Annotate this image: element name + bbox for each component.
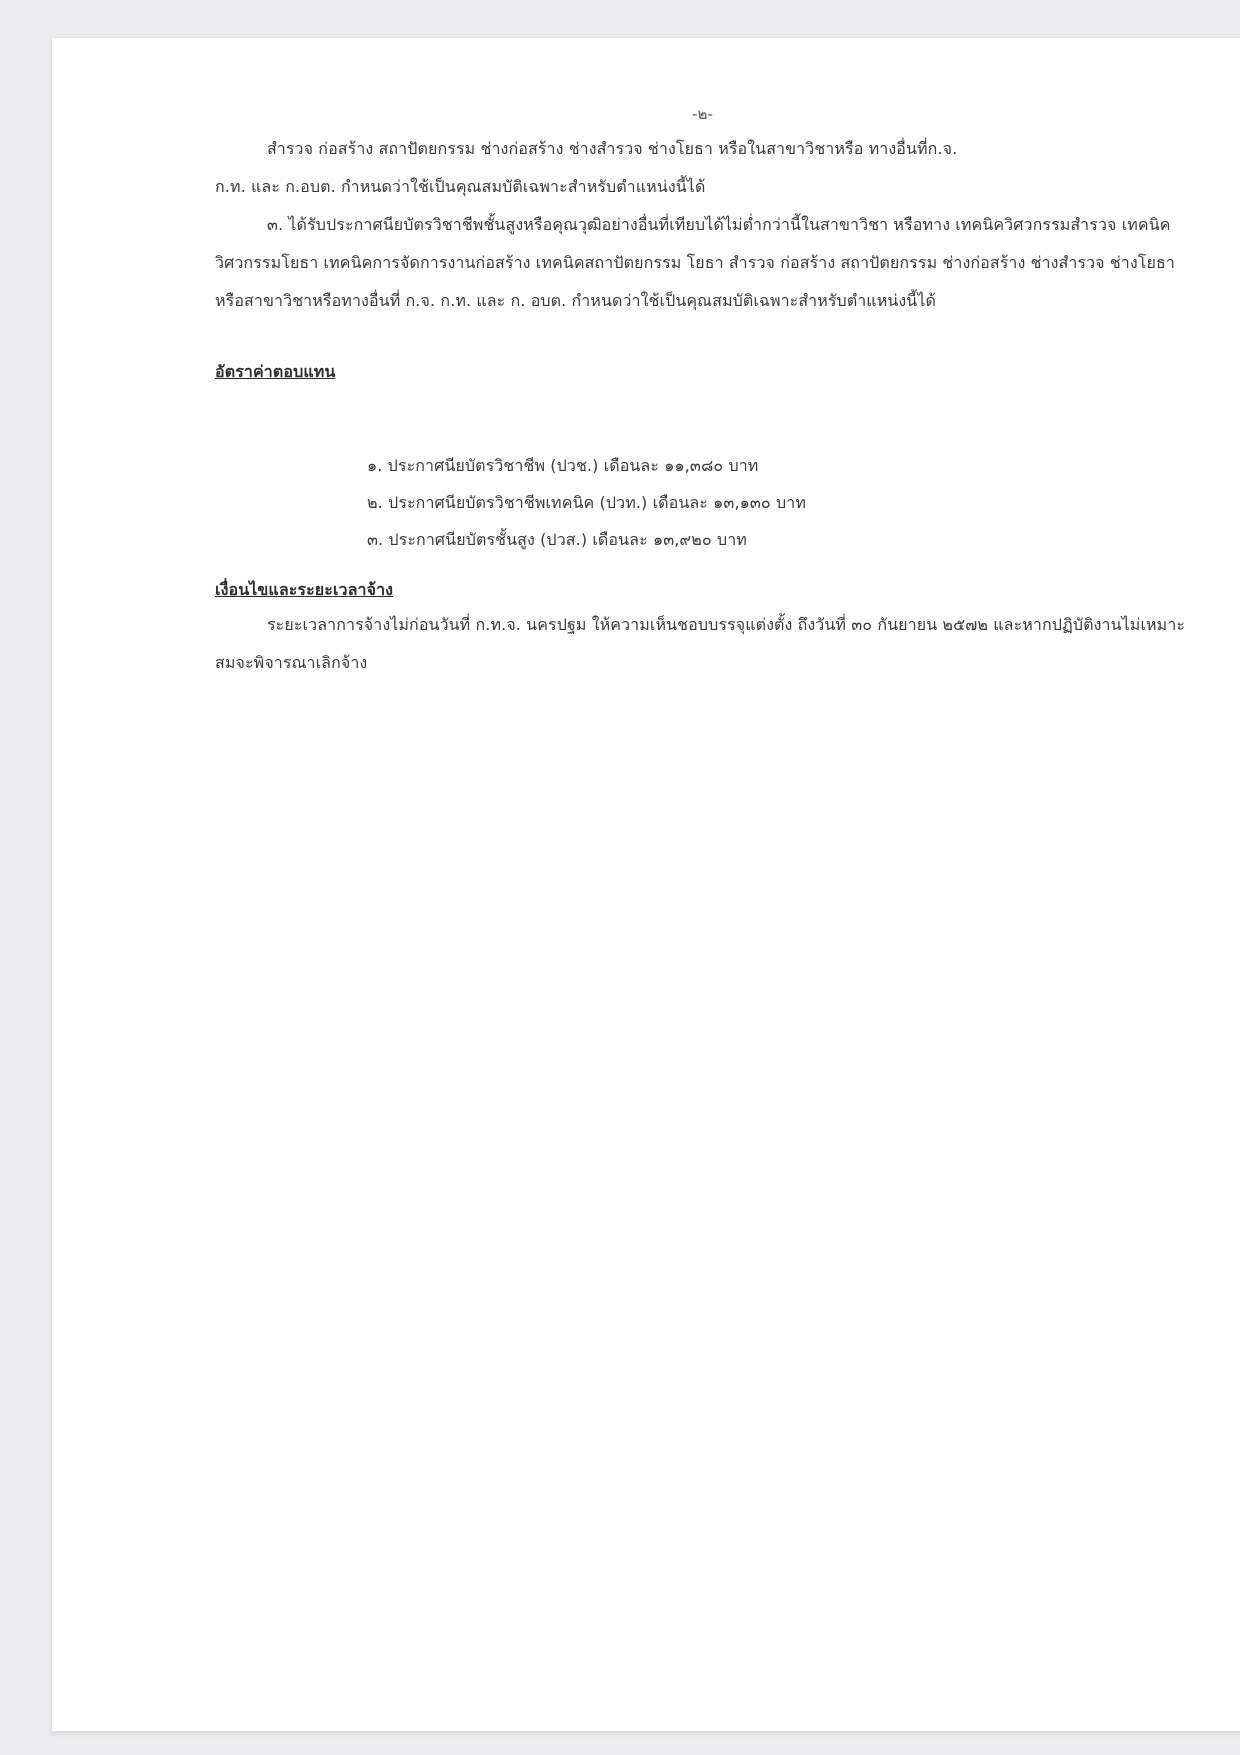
qualification-paragraph-3: ๓. ได้รับประกาศนียบัตรวิชาชีพชั้นสูงหรือคุณวุฒิอย่างอื่นที่เทียบได้ไม่ต่ำกว่านี้ในสาขาวิชา หรือทาง เทคนิควิศวกรรมสำรวจ เทคนิควิศวกรรมโยธา เทคนิคการจัดการงานก่อสร้าง เทคนิคสถาปัตยกรรม โยธา สำรวจ ก่อสร้าง สถาปัตยกรรม ช่างก่อสร้าง ช่างสำรวจ ช่างโยธา หรือสาขาวิชาหรือทางอื่นที่ ก.จ. ก.ท. และ ก. อบต. กำหนดว่าใช้เป็นคุณสมบัติเฉพาะสำหรับตำแหน่งนี้ได้ [215, 215, 1175, 310]
rate-item-3: ๓. ประกาศนียบัตรชั้นสูง (ปวส.) เดือนละ ๑๓,๙๒๐ บาท [367, 530, 747, 549]
conditions-heading: เงื่อนไขและระยะเวลาจ้าง [215, 580, 394, 599]
paragraph-1-line-1: สำรวจ ก่อสร้าง สถาปัตยกรรม ช่างก่อสร้าง ช่างสำรวจ ช่างโยธา หรือในสาขาวิชาหรือ ทางอื่นที่ก.จ. [267, 139, 958, 158]
page-number: -๒- [692, 105, 714, 123]
compensation-heading: อัตราค่าตอบแทน [215, 362, 336, 381]
page-bottom-shadow [52, 1731, 1240, 1737]
paragraph-1-line-2: ก.ท. และ ก.อบต. กำหนดว่าใช้เป็นคุณสมบัติเฉพาะสำหรับตำแหน่งนี้ได้ [215, 177, 706, 196]
conditions-text: ระยะเวลาการจ้างไม่ก่อนวันที่ ก.ท.จ. นครปฐม ให้ความเห็นชอบบรรจุแต่งตั้ง ถึงวันที่ ๓๐ กันยายน ๒๕๗๒ และหากปฏิบัติงานไม่เหมาะสมจะพิจารณาเลิกจ้าง [215, 615, 1186, 672]
rate-item-2: ๒. ประกาศนียบัตรวิชาชีพเทคนิค (ปวท.) เดือนละ ๑๓,๑๓๐ บาท [367, 493, 806, 512]
document-page [52, 38, 1240, 1734]
rate-item-1: ๑. ประกาศนียบัตรวิชาชีพ (ปวช.) เดือนละ ๑๑,๓๘๐ บาท [367, 456, 759, 475]
